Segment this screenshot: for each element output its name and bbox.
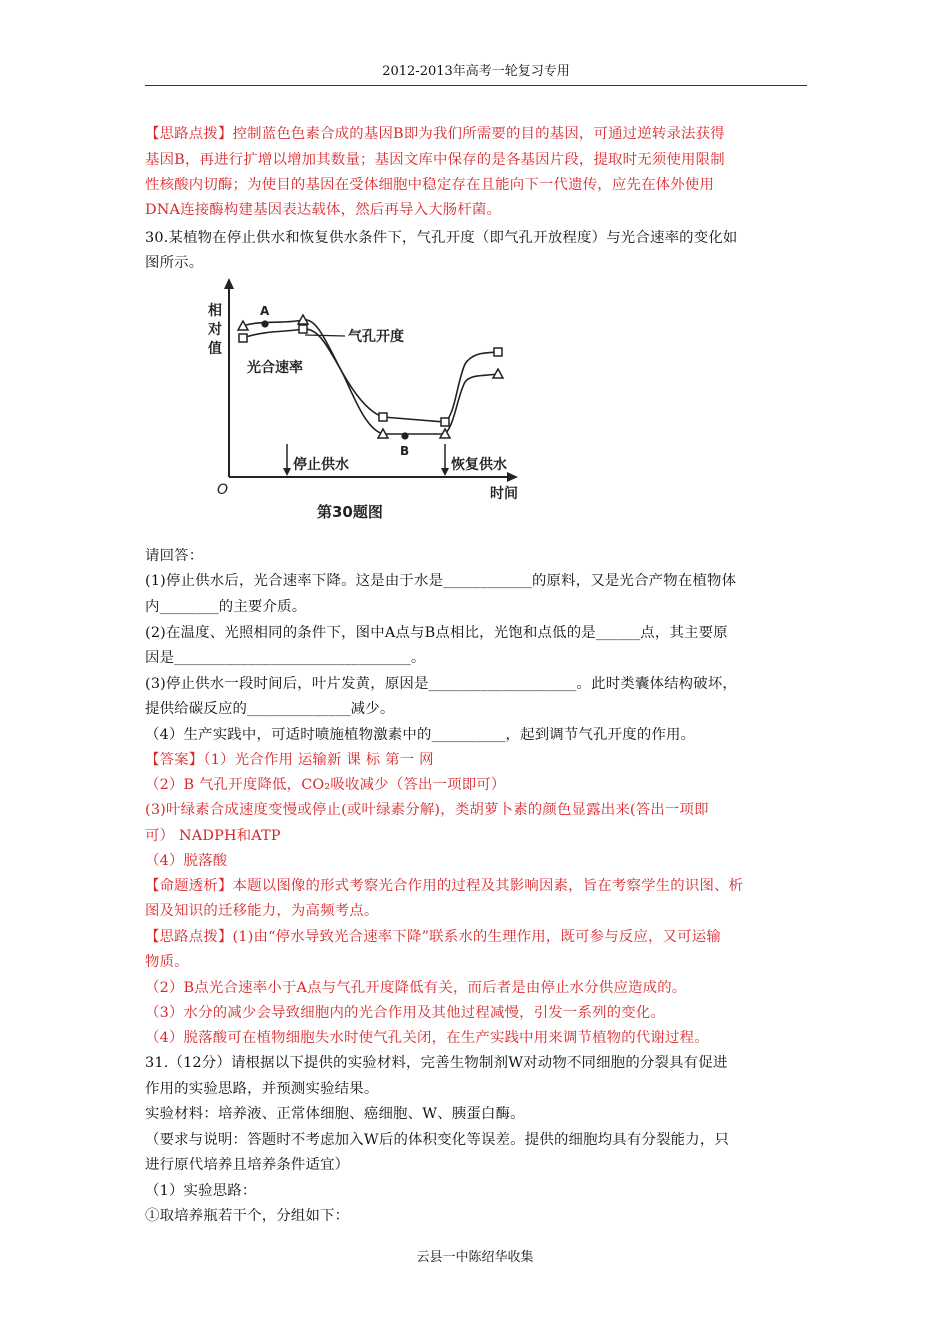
stomata-leader xyxy=(305,335,345,336)
text-line: (3)叶绿素合成速度变慢或停止(或叶绿素分解)，类胡萝卜素的颜色显露出来(答出一项即 xyxy=(145,802,709,818)
text-line: 【思路点拨】(1)由“停水导致光合速率下降”联系水的生理作用，既可参与反应，又可运输 xyxy=(145,929,721,945)
page-header: 2012-2013年高考一轮复习专用 xyxy=(382,64,570,79)
stomata-marker xyxy=(299,325,307,333)
figure-30-graph xyxy=(205,272,535,527)
stomata-marker xyxy=(441,418,449,426)
y-label-3: 值 xyxy=(208,341,222,357)
text-line: 图及知识的迁移能力，为高频考点。 xyxy=(145,903,379,919)
text-line: （2）B 气孔开度降低，CO₂吸收减少（答出一项即可） xyxy=(145,777,506,793)
page-footer: 云县一中陈绍华收集 xyxy=(416,1250,534,1265)
resume-water-label: 恢复供水 xyxy=(451,457,507,473)
text-line: ①取培养瓶若干个，分组如下： xyxy=(145,1208,350,1224)
figure-caption: 第30题图 xyxy=(317,503,383,521)
origin-label: O xyxy=(217,482,229,498)
text-line: 进行原代培养且培养条件适宜） xyxy=(145,1157,350,1173)
text-line: 30.某植物在停止供水和恢复供水条件下，气孔开度（即气孔开放程度）与光合速率的变化如 xyxy=(145,230,738,246)
text-line: （1）实验思路： xyxy=(145,1183,257,1199)
point-b-dot xyxy=(401,432,408,439)
text-line: 提供给碳反应的______________减少。 xyxy=(145,701,395,717)
text-line: 可） NADPH和ATP xyxy=(145,828,281,844)
header-rule xyxy=(145,85,807,86)
stomata-series-label: 气孔开度 xyxy=(348,329,404,345)
y-label-1: 相 xyxy=(208,303,222,319)
text-line: （4）脱落酸 xyxy=(145,853,228,869)
stomata-marker xyxy=(379,413,387,421)
text-line: 【答案】（1）光合作用 运输新 课 标 第一 网 xyxy=(145,752,434,768)
stomata-marker xyxy=(494,348,502,356)
photo-series-label: 光合速率 xyxy=(247,360,303,376)
text-line: （要求与说明：答题时不考虑加入W后的体积变化等误差。提供的细胞均具有分裂能力，只 xyxy=(145,1132,730,1148)
text-line: 31.（12分）请根据以下提供的实验材料，完善生物制剂W对动物不同细胞的分裂具有促进 xyxy=(145,1055,728,1071)
point-a-label: A xyxy=(260,304,270,318)
text-line: （3）水分的减少会导致细胞内的光合作用及其他过程减慢，引发一系列的变化。 xyxy=(145,1005,666,1021)
text-line: 基因B，再进行扩增以增加其数量；基因文库中保存的是各基因片段，提取时无须使用限制 xyxy=(145,152,725,168)
text-line: （4）生产实践中，可适时喷施植物激素中的__________，起到调节气孔开度的作用。 xyxy=(145,727,696,743)
point-a-dot xyxy=(261,320,268,327)
text-line: (1)停止供水后，光合速率下降。这是由于水是____________的原料，又是光合产物在植物体 xyxy=(145,573,737,589)
text-line: 请回答： xyxy=(145,548,204,564)
text-line: 因是________________________________。 xyxy=(145,650,426,666)
text-line: （2）B点光合速率小于A点与气孔开度降低有关，而后者是由停止水分供应造成的。 xyxy=(145,980,687,996)
photosynthesis-marker xyxy=(493,369,503,378)
text-line: 【思路点拨】控制蓝色色素合成的基因B即为我们所需要的目的基因，可通过逆转录法获得 xyxy=(145,126,725,142)
y-axis-arrow xyxy=(224,278,234,289)
text-line: 图所示。 xyxy=(145,255,204,271)
text-line: (3)停止供水一段时间后，叶片发黄，原因是____________________。此时类囊体结构破坏， xyxy=(145,676,738,692)
text-line: 性核酸内切酶；为使目的基因在受体细胞中稳定存在且能向下一代遗传，应先在体外使用 xyxy=(145,177,715,193)
stomata-marker xyxy=(239,334,247,342)
y-label-2: 对 xyxy=(208,322,222,338)
stop-water-label: 停止供水 xyxy=(293,457,349,473)
figure-30 xyxy=(205,272,535,527)
x-axis-arrow xyxy=(507,472,518,482)
text-line: 内________的主要介质。 xyxy=(145,599,307,615)
point-b-label: B xyxy=(400,444,410,458)
text-line: (2)在温度、光照相同的条件下，图中A点与B点相比，光饱和点低的是______点，其主要原 xyxy=(145,625,728,641)
text-line: 实验材料：培养液、正常体细胞、癌细胞、W、胰蛋白酶。 xyxy=(145,1106,525,1122)
text-line: DNA连接酶构建基因表达载体，然后再导入大肠杆菌。 xyxy=(145,202,502,218)
text-line: 作用的实验思路，并预测实验结果。 xyxy=(145,1081,379,1097)
x-axis-label: 时间 xyxy=(490,486,518,502)
text-line: （4）脱落酸可在植物细胞失水时使气孔关闭，在生产实践中用来调节植物的代谢过程。 xyxy=(145,1030,709,1046)
text-line: 物质。 xyxy=(145,954,189,970)
text-line: 【命题透析】本题以图像的形式考察光合作用的过程及其影响因素，旨在考察学生的识图、析 xyxy=(145,878,744,894)
